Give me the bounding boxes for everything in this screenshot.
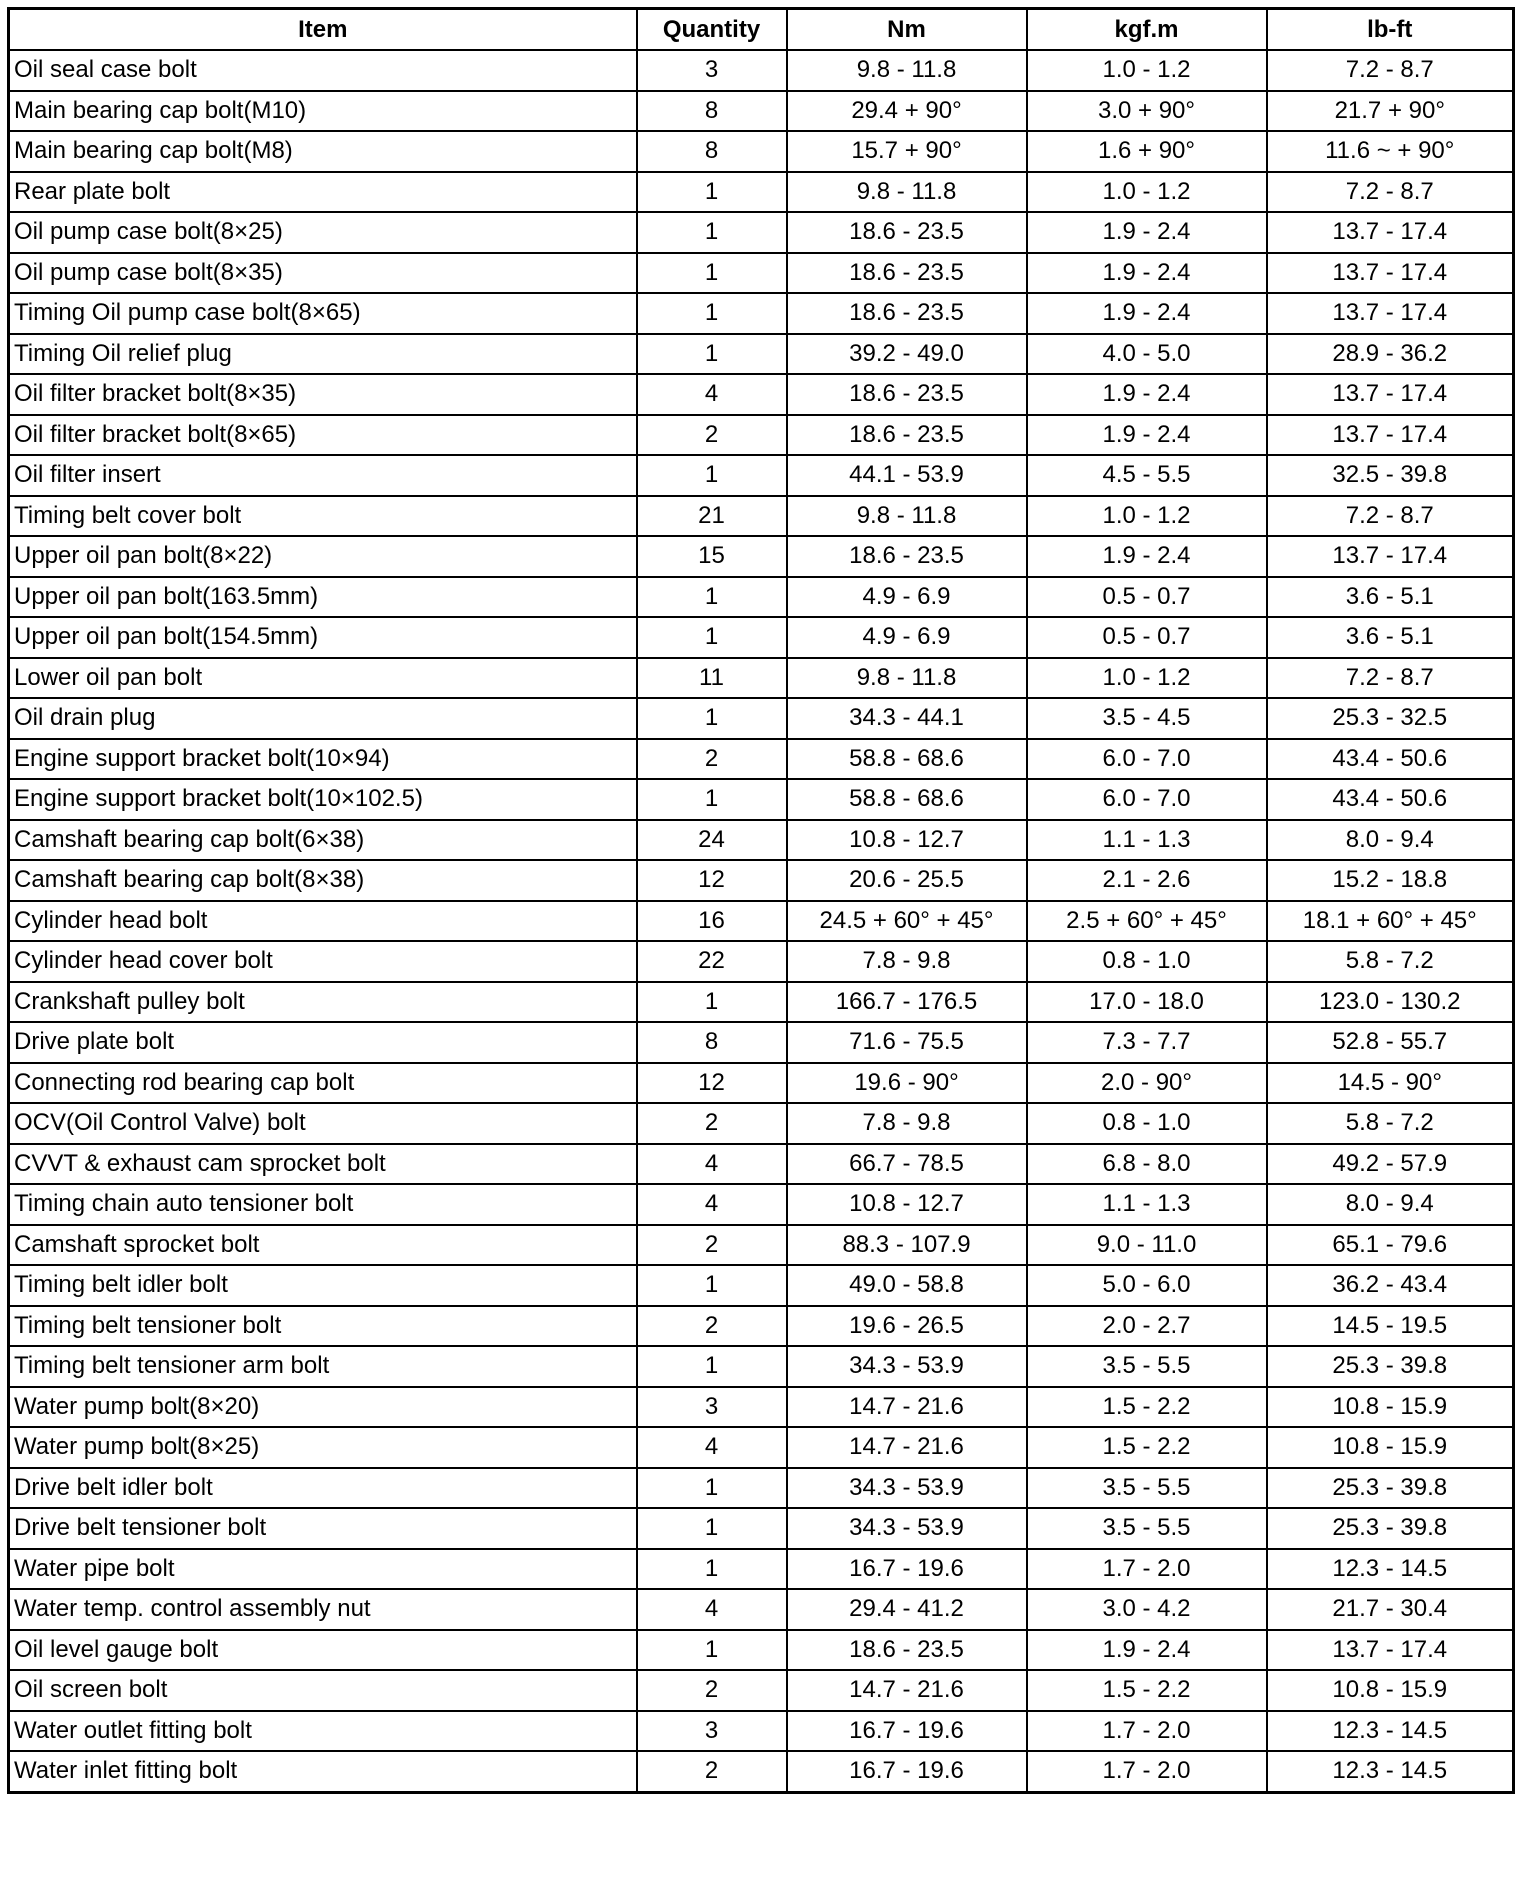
cell-kgfm: 7.3 - 7.7 <box>1027 1022 1267 1063</box>
cell-lbft: 25.3 - 39.8 <box>1267 1468 1514 1509</box>
cell-nm: 16.7 - 19.6 <box>787 1549 1027 1590</box>
cell-nm: 19.6 - 90° <box>787 1063 1027 1104</box>
cell-item: CVVT & exhaust cam sprocket bolt <box>9 1144 637 1185</box>
cell-nm: 10.8 - 12.7 <box>787 820 1027 861</box>
cell-lbft: 12.3 - 14.5 <box>1267 1751 1514 1792</box>
table-row <box>9 1225 1514 1266</box>
cell-lbft: 13.7 - 17.4 <box>1267 415 1514 456</box>
table-row <box>9 1063 1514 1104</box>
cell-nm: 29.4 - 41.2 <box>787 1589 1027 1630</box>
cell-nm: 7.8 - 9.8 <box>787 941 1027 982</box>
cell-quantity: 2 <box>637 739 787 780</box>
cell-lbft: 25.3 - 39.8 <box>1267 1346 1514 1387</box>
cell-quantity: 2 <box>637 1751 787 1792</box>
cell-kgfm: 1.9 - 2.4 <box>1027 374 1267 415</box>
table-row <box>9 1346 1514 1387</box>
cell-quantity: 1 <box>637 1468 787 1509</box>
cell-item: Timing Oil relief plug <box>9 334 637 375</box>
cell-kgfm: 3.5 - 5.5 <box>1027 1346 1267 1387</box>
cell-quantity: 1 <box>637 1549 787 1590</box>
table-row <box>9 415 1514 456</box>
header-row <box>9 9 1514 51</box>
cell-kgfm: 1.7 - 2.0 <box>1027 1549 1267 1590</box>
cell-lbft: 7.2 - 8.7 <box>1267 496 1514 537</box>
table-row <box>9 1711 1514 1752</box>
cell-nm: 9.8 - 11.8 <box>787 496 1027 537</box>
cell-item: Oil drain plug <box>9 698 637 739</box>
cell-item: Engine support bracket bolt(10×94) <box>9 739 637 780</box>
cell-quantity: 4 <box>637 374 787 415</box>
cell-lbft: 15.2 - 18.8 <box>1267 860 1514 901</box>
cell-kgfm: 2.1 - 2.6 <box>1027 860 1267 901</box>
cell-kgfm: 2.0 - 90° <box>1027 1063 1267 1104</box>
cell-kgfm: 1.0 - 1.2 <box>1027 658 1267 699</box>
cell-lbft: 10.8 - 15.9 <box>1267 1427 1514 1468</box>
cell-kgfm: 1.6 + 90° <box>1027 131 1267 172</box>
cell-lbft: 25.3 - 32.5 <box>1267 698 1514 739</box>
cell-quantity: 1 <box>637 1265 787 1306</box>
cell-kgfm: 1.7 - 2.0 <box>1027 1711 1267 1752</box>
cell-item: Connecting rod bearing cap bolt <box>9 1063 637 1104</box>
cell-quantity: 2 <box>637 1670 787 1711</box>
cell-quantity: 2 <box>637 1306 787 1347</box>
cell-nm: 88.3 - 107.9 <box>787 1225 1027 1266</box>
cell-lbft: 49.2 - 57.9 <box>1267 1144 1514 1185</box>
cell-lbft: 3.6 - 5.1 <box>1267 577 1514 618</box>
table-row <box>9 536 1514 577</box>
cell-lbft: 10.8 - 15.9 <box>1267 1670 1514 1711</box>
table-row <box>9 941 1514 982</box>
cell-kgfm: 4.0 - 5.0 <box>1027 334 1267 375</box>
table-row <box>9 1468 1514 1509</box>
cell-kgfm: 1.9 - 2.4 <box>1027 415 1267 456</box>
cell-lbft: 14.5 - 90° <box>1267 1063 1514 1104</box>
cell-item: Timing chain auto tensioner bolt <box>9 1184 637 1225</box>
cell-item: Cylinder head cover bolt <box>9 941 637 982</box>
cell-nm: 166.7 - 176.5 <box>787 982 1027 1023</box>
cell-lbft: 8.0 - 9.4 <box>1267 820 1514 861</box>
cell-lbft: 13.7 - 17.4 <box>1267 253 1514 294</box>
cell-quantity: 1 <box>637 172 787 213</box>
cell-lbft: 7.2 - 8.7 <box>1267 50 1514 91</box>
cell-item: Camshaft bearing cap bolt(8×38) <box>9 860 637 901</box>
cell-lbft: 10.8 - 15.9 <box>1267 1387 1514 1428</box>
cell-quantity: 4 <box>637 1427 787 1468</box>
cell-kgfm: 6.8 - 8.0 <box>1027 1144 1267 1185</box>
cell-kgfm: 4.5 - 5.5 <box>1027 455 1267 496</box>
cell-quantity: 11 <box>637 658 787 699</box>
cell-quantity: 1 <box>637 698 787 739</box>
cell-item: Oil pump case bolt(8×35) <box>9 253 637 294</box>
table-row <box>9 293 1514 334</box>
cell-quantity: 1 <box>637 1346 787 1387</box>
cell-quantity: 2 <box>637 415 787 456</box>
cell-nm: 34.3 - 53.9 <box>787 1346 1027 1387</box>
table-row <box>9 1144 1514 1185</box>
cell-nm: 15.7 + 90° <box>787 131 1027 172</box>
cell-quantity: 1 <box>637 293 787 334</box>
torque-spec-table <box>7 7 1515 1794</box>
table-row <box>9 1427 1514 1468</box>
cell-lbft: 13.7 - 17.4 <box>1267 536 1514 577</box>
cell-kgfm: 1.9 - 2.4 <box>1027 253 1267 294</box>
table-row <box>9 779 1514 820</box>
cell-lbft: 18.1 + 60° + 45° <box>1267 901 1514 942</box>
cell-nm: 9.8 - 11.8 <box>787 172 1027 213</box>
cell-item: Upper oil pan bolt(8×22) <box>9 536 637 577</box>
cell-nm: 16.7 - 19.6 <box>787 1751 1027 1792</box>
cell-quantity: 3 <box>637 1711 787 1752</box>
cell-item: Drive belt idler bolt <box>9 1468 637 1509</box>
table-row <box>9 131 1514 172</box>
cell-item: Timing belt tensioner bolt <box>9 1306 637 1347</box>
header-item: Item <box>9 9 637 51</box>
cell-lbft: 13.7 - 17.4 <box>1267 212 1514 253</box>
cell-kgfm: 1.9 - 2.4 <box>1027 212 1267 253</box>
cell-item: Crankshaft pulley bolt <box>9 982 637 1023</box>
cell-lbft: 7.2 - 8.7 <box>1267 658 1514 699</box>
cell-kgfm: 6.0 - 7.0 <box>1027 739 1267 780</box>
cell-lbft: 12.3 - 14.5 <box>1267 1549 1514 1590</box>
cell-nm: 7.8 - 9.8 <box>787 1103 1027 1144</box>
cell-item: Main bearing cap bolt(M8) <box>9 131 637 172</box>
cell-item: Oil pump case bolt(8×25) <box>9 212 637 253</box>
cell-nm: 4.9 - 6.9 <box>787 617 1027 658</box>
cell-lbft: 3.6 - 5.1 <box>1267 617 1514 658</box>
cell-quantity: 1 <box>637 212 787 253</box>
cell-kgfm: 1.9 - 2.4 <box>1027 536 1267 577</box>
table-row <box>9 1508 1514 1549</box>
cell-nm: 4.9 - 6.9 <box>787 577 1027 618</box>
cell-kgfm: 1.5 - 2.2 <box>1027 1427 1267 1468</box>
cell-item: Oil filter bracket bolt(8×35) <box>9 374 637 415</box>
cell-kgfm: 2.0 - 2.7 <box>1027 1306 1267 1347</box>
table-row <box>9 739 1514 780</box>
cell-item: Rear plate bolt <box>9 172 637 213</box>
cell-lbft: 11.6 ~ + 90° <box>1267 131 1514 172</box>
cell-lbft: 32.5 - 39.8 <box>1267 455 1514 496</box>
cell-item: Timing belt tensioner arm bolt <box>9 1346 637 1387</box>
cell-quantity: 1 <box>637 455 787 496</box>
cell-nm: 18.6 - 23.5 <box>787 374 1027 415</box>
table-row <box>9 1630 1514 1671</box>
cell-lbft: 8.0 - 9.4 <box>1267 1184 1514 1225</box>
cell-quantity: 24 <box>637 820 787 861</box>
cell-nm: 16.7 - 19.6 <box>787 1711 1027 1752</box>
cell-quantity: 1 <box>637 982 787 1023</box>
cell-nm: 39.2 - 49.0 <box>787 334 1027 375</box>
cell-nm: 24.5 + 60° + 45° <box>787 901 1027 942</box>
cell-kgfm: 0.5 - 0.7 <box>1027 617 1267 658</box>
cell-kgfm: 1.9 - 2.4 <box>1027 1630 1267 1671</box>
table-header <box>9 9 1514 51</box>
cell-item: Camshaft bearing cap bolt(6×38) <box>9 820 637 861</box>
cell-nm: 44.1 - 53.9 <box>787 455 1027 496</box>
table-row <box>9 1589 1514 1630</box>
cell-kgfm: 3.5 - 5.5 <box>1027 1468 1267 1509</box>
cell-lbft: 21.7 - 30.4 <box>1267 1589 1514 1630</box>
cell-kgfm: 1.7 - 2.0 <box>1027 1751 1267 1792</box>
cell-item: OCV(Oil Control Valve) bolt <box>9 1103 637 1144</box>
cell-nm: 9.8 - 11.8 <box>787 658 1027 699</box>
cell-quantity: 2 <box>637 1225 787 1266</box>
cell-kgfm: 1.5 - 2.2 <box>1027 1670 1267 1711</box>
table-row <box>9 982 1514 1023</box>
cell-quantity: 2 <box>637 1103 787 1144</box>
cell-nm: 14.7 - 21.6 <box>787 1670 1027 1711</box>
cell-quantity: 12 <box>637 1063 787 1104</box>
cell-quantity: 1 <box>637 1508 787 1549</box>
cell-quantity: 12 <box>637 860 787 901</box>
cell-lbft: 13.7 - 17.4 <box>1267 374 1514 415</box>
cell-item: Main bearing cap bolt(M10) <box>9 91 637 132</box>
cell-item: Water pump bolt(8×25) <box>9 1427 637 1468</box>
table-row <box>9 1306 1514 1347</box>
cell-nm: 18.6 - 23.5 <box>787 212 1027 253</box>
cell-nm: 34.3 - 44.1 <box>787 698 1027 739</box>
cell-lbft: 5.8 - 7.2 <box>1267 941 1514 982</box>
cell-item: Lower oil pan bolt <box>9 658 637 699</box>
cell-quantity: 1 <box>637 779 787 820</box>
table-row <box>9 860 1514 901</box>
cell-quantity: 8 <box>637 1022 787 1063</box>
cell-item: Cylinder head bolt <box>9 901 637 942</box>
cell-quantity: 4 <box>637 1144 787 1185</box>
header-nm: Nm <box>787 9 1027 51</box>
cell-kgfm: 1.1 - 1.3 <box>1027 820 1267 861</box>
table-row <box>9 1265 1514 1306</box>
cell-quantity: 1 <box>637 1630 787 1671</box>
cell-lbft: 7.2 - 8.7 <box>1267 172 1514 213</box>
cell-item: Upper oil pan bolt(154.5mm) <box>9 617 637 658</box>
cell-kgfm: 1.5 - 2.2 <box>1027 1387 1267 1428</box>
table-row <box>9 901 1514 942</box>
cell-nm: 18.6 - 23.5 <box>787 253 1027 294</box>
cell-lbft: 13.7 - 17.4 <box>1267 1630 1514 1671</box>
cell-item: Timing belt cover bolt <box>9 496 637 537</box>
cell-kgfm: 3.0 + 90° <box>1027 91 1267 132</box>
table-row <box>9 1670 1514 1711</box>
table-row <box>9 455 1514 496</box>
cell-lbft: 12.3 - 14.5 <box>1267 1711 1514 1752</box>
table-row <box>9 577 1514 618</box>
cell-kgfm: 0.5 - 0.7 <box>1027 577 1267 618</box>
cell-nm: 14.7 - 21.6 <box>787 1427 1027 1468</box>
cell-kgfm: 5.0 - 6.0 <box>1027 1265 1267 1306</box>
cell-nm: 20.6 - 25.5 <box>787 860 1027 901</box>
table-row <box>9 617 1514 658</box>
cell-item: Oil filter bracket bolt(8×65) <box>9 415 637 456</box>
cell-quantity: 8 <box>637 91 787 132</box>
cell-lbft: 36.2 - 43.4 <box>1267 1265 1514 1306</box>
cell-kgfm: 17.0 - 18.0 <box>1027 982 1267 1023</box>
cell-lbft: 123.0 - 130.2 <box>1267 982 1514 1023</box>
cell-nm: 34.3 - 53.9 <box>787 1508 1027 1549</box>
cell-kgfm: 1.9 - 2.4 <box>1027 293 1267 334</box>
table-row <box>9 172 1514 213</box>
cell-kgfm: 1.1 - 1.3 <box>1027 1184 1267 1225</box>
cell-nm: 49.0 - 58.8 <box>787 1265 1027 1306</box>
cell-item: Oil filter insert <box>9 455 637 496</box>
cell-kgfm: 3.5 - 4.5 <box>1027 698 1267 739</box>
table-row <box>9 820 1514 861</box>
cell-lbft: 65.1 - 79.6 <box>1267 1225 1514 1266</box>
cell-item: Engine support bracket bolt(10×102.5) <box>9 779 637 820</box>
cell-nm: 18.6 - 23.5 <box>787 293 1027 334</box>
cell-quantity: 4 <box>637 1589 787 1630</box>
cell-nm: 19.6 - 26.5 <box>787 1306 1027 1347</box>
cell-lbft: 43.4 - 50.6 <box>1267 739 1514 780</box>
cell-quantity: 4 <box>637 1184 787 1225</box>
cell-nm: 10.8 - 12.7 <box>787 1184 1027 1225</box>
cell-nm: 14.7 - 21.6 <box>787 1387 1027 1428</box>
table-row <box>9 50 1514 91</box>
cell-kgfm: 1.0 - 1.2 <box>1027 496 1267 537</box>
cell-lbft: 52.8 - 55.7 <box>1267 1022 1514 1063</box>
cell-lbft: 13.7 - 17.4 <box>1267 293 1514 334</box>
cell-nm: 71.6 - 75.5 <box>787 1022 1027 1063</box>
cell-item: Camshaft sprocket bolt <box>9 1225 637 1266</box>
cell-nm: 66.7 - 78.5 <box>787 1144 1027 1185</box>
cell-quantity: 21 <box>637 496 787 537</box>
cell-nm: 18.6 - 23.5 <box>787 1630 1027 1671</box>
cell-quantity: 22 <box>637 941 787 982</box>
table-row <box>9 212 1514 253</box>
cell-lbft: 5.8 - 7.2 <box>1267 1103 1514 1144</box>
table-row <box>9 91 1514 132</box>
cell-kgfm: 3.5 - 5.5 <box>1027 1508 1267 1549</box>
cell-quantity: 1 <box>637 334 787 375</box>
cell-kgfm: 0.8 - 1.0 <box>1027 941 1267 982</box>
table-row <box>9 334 1514 375</box>
table-row <box>9 1103 1514 1144</box>
cell-lbft: 43.4 - 50.6 <box>1267 779 1514 820</box>
cell-kgfm: 1.0 - 1.2 <box>1027 50 1267 91</box>
cell-kgfm: 0.8 - 1.0 <box>1027 1103 1267 1144</box>
cell-item: Oil screen bolt <box>9 1670 637 1711</box>
cell-quantity: 15 <box>637 536 787 577</box>
cell-item: Timing belt idler bolt <box>9 1265 637 1306</box>
cell-item: Water inlet fitting bolt <box>9 1751 637 1792</box>
cell-quantity: 3 <box>637 50 787 91</box>
cell-lbft: 21.7 + 90° <box>1267 91 1514 132</box>
cell-quantity: 16 <box>637 901 787 942</box>
cell-quantity: 1 <box>637 617 787 658</box>
table-row <box>9 496 1514 537</box>
cell-item: Drive plate bolt <box>9 1022 637 1063</box>
header-quantity: Quantity <box>637 9 787 51</box>
cell-lbft: 25.3 - 39.8 <box>1267 1508 1514 1549</box>
header-lbft: lb-ft <box>1267 9 1514 51</box>
table-row <box>9 658 1514 699</box>
cell-kgfm: 1.0 - 1.2 <box>1027 172 1267 213</box>
cell-item: Timing Oil pump case bolt(8×65) <box>9 293 637 334</box>
cell-item: Water pipe bolt <box>9 1549 637 1590</box>
cell-item: Oil seal case bolt <box>9 50 637 91</box>
table-row <box>9 253 1514 294</box>
table-body <box>9 50 1514 1792</box>
header-kgfm: kgf.m <box>1027 9 1267 51</box>
cell-quantity: 1 <box>637 253 787 294</box>
cell-quantity: 1 <box>637 577 787 618</box>
cell-item: Oil level gauge bolt <box>9 1630 637 1671</box>
cell-nm: 9.8 - 11.8 <box>787 50 1027 91</box>
table-row <box>9 698 1514 739</box>
table-row <box>9 1022 1514 1063</box>
table-row <box>9 1184 1514 1225</box>
cell-item: Water pump bolt(8×20) <box>9 1387 637 1428</box>
cell-kgfm: 3.0 - 4.2 <box>1027 1589 1267 1630</box>
cell-item: Drive belt tensioner bolt <box>9 1508 637 1549</box>
cell-nm: 29.4 + 90° <box>787 91 1027 132</box>
cell-kgfm: 9.0 - 11.0 <box>1027 1225 1267 1266</box>
cell-nm: 58.8 - 68.6 <box>787 739 1027 780</box>
cell-item: Water outlet fitting bolt <box>9 1711 637 1752</box>
table-row <box>9 1387 1514 1428</box>
cell-nm: 58.8 - 68.6 <box>787 779 1027 820</box>
cell-nm: 18.6 - 23.5 <box>787 536 1027 577</box>
cell-lbft: 28.9 - 36.2 <box>1267 334 1514 375</box>
cell-quantity: 3 <box>637 1387 787 1428</box>
cell-item: Upper oil pan bolt(163.5mm) <box>9 577 637 618</box>
cell-quantity: 8 <box>637 131 787 172</box>
cell-nm: 18.6 - 23.5 <box>787 415 1027 456</box>
table-row <box>9 1751 1514 1792</box>
table-row <box>9 374 1514 415</box>
table-row <box>9 1549 1514 1590</box>
cell-nm: 34.3 - 53.9 <box>787 1468 1027 1509</box>
cell-kgfm: 2.5 + 60° + 45° <box>1027 901 1267 942</box>
cell-item: Water temp. control assembly nut <box>9 1589 637 1630</box>
cell-kgfm: 6.0 - 7.0 <box>1027 779 1267 820</box>
cell-lbft: 14.5 - 19.5 <box>1267 1306 1514 1347</box>
